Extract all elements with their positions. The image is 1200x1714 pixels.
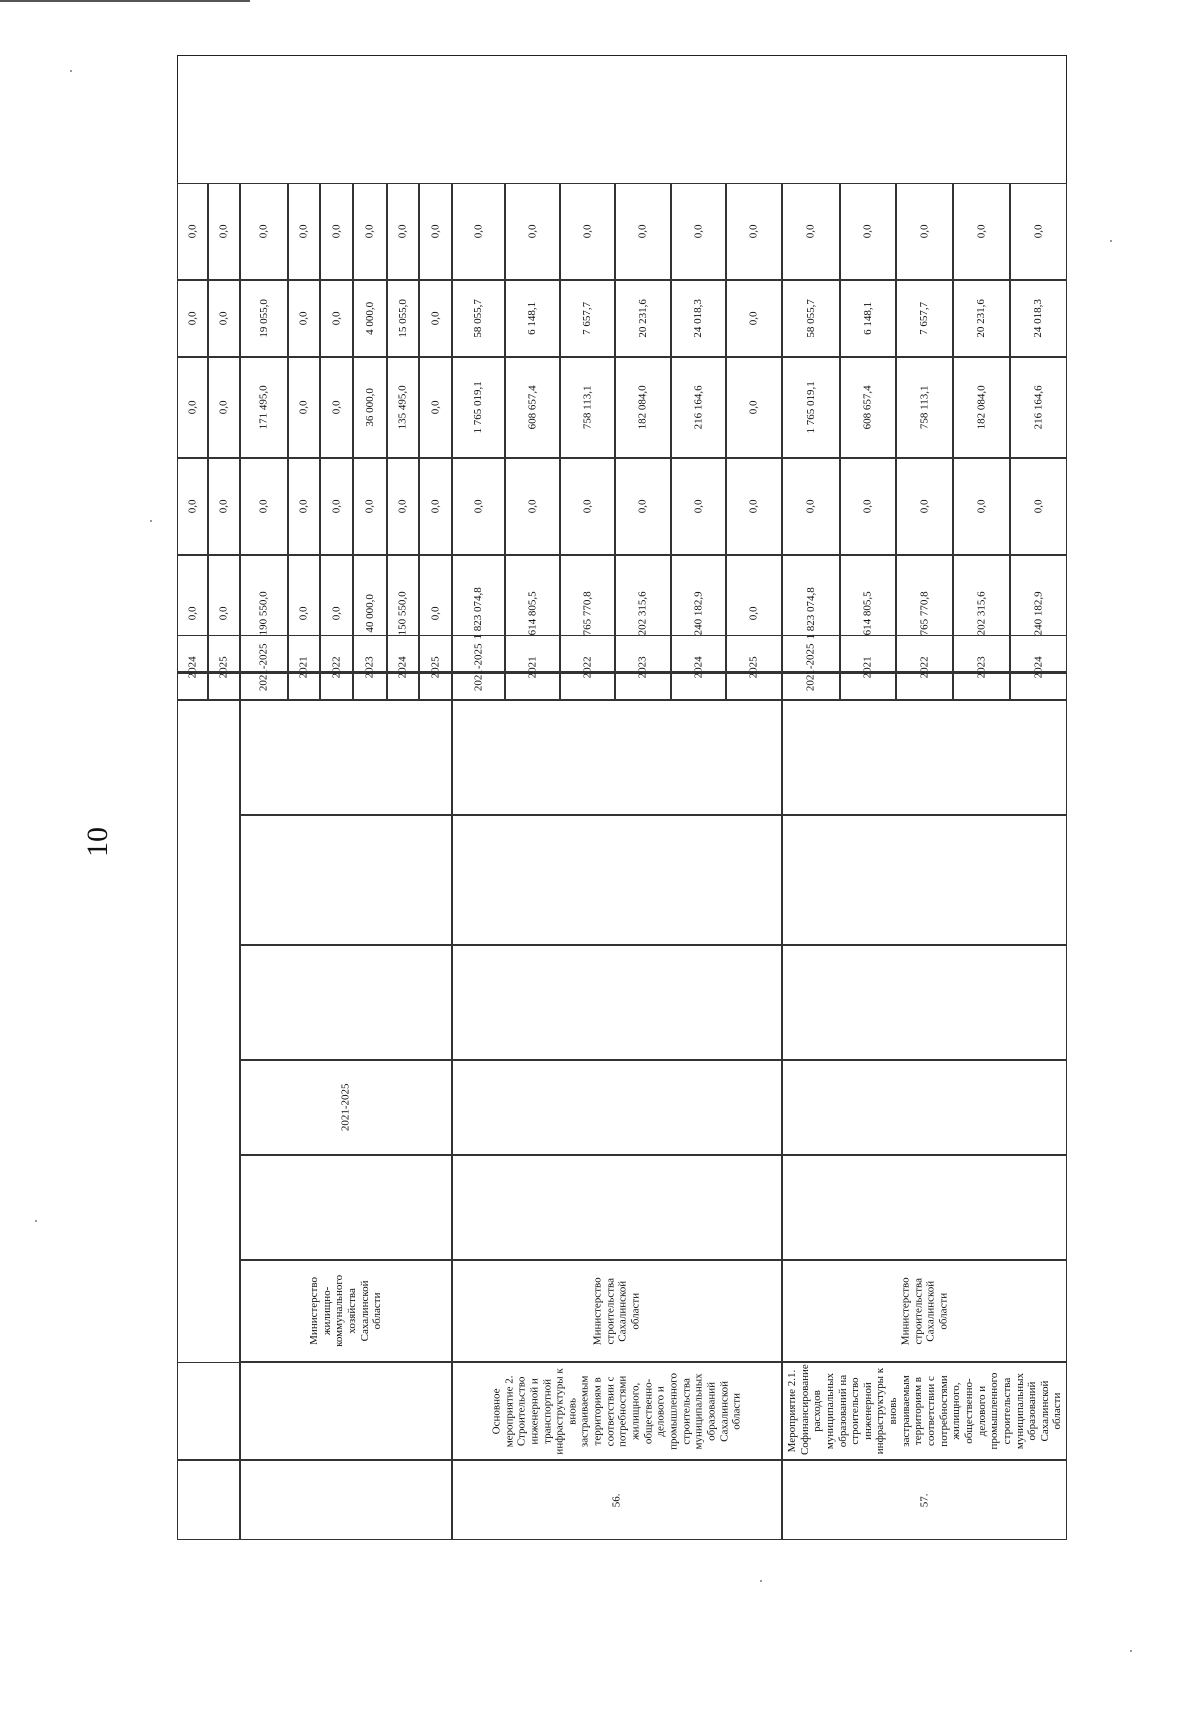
- value-cell: 0,0: [177, 555, 208, 672]
- empty-cell: [240, 815, 452, 945]
- value-cell: 0,0: [240, 458, 288, 555]
- value-cell: 36 000,0: [353, 357, 387, 458]
- value-cell: 182 084,0: [953, 357, 1010, 458]
- empty-cell: [452, 945, 782, 1060]
- scan-speck: [1130, 1650, 1132, 1652]
- empty-cell: [782, 945, 1067, 1060]
- top-rule: [0, 0, 250, 2]
- value-cell: 0,0: [320, 555, 353, 672]
- name-cell: [177, 1362, 452, 1460]
- value-cell: 0,0: [387, 183, 419, 280]
- year-cell: 2024: [387, 635, 419, 700]
- year-cell: 2021: [840, 635, 896, 700]
- value-cell: 19 055,0: [240, 280, 288, 357]
- scan-speck: [70, 70, 72, 72]
- value-cell: 0,0: [840, 183, 896, 280]
- value-cell: 0,0: [452, 458, 505, 555]
- value-cell: 7 657,7: [560, 280, 615, 357]
- value-cell: 0,0: [353, 458, 387, 555]
- value-cell: 0,0: [452, 183, 505, 280]
- value-cell: 0,0: [560, 183, 615, 280]
- year-cell: 2025: [208, 635, 240, 700]
- value-cell: 0,0: [615, 458, 671, 555]
- year-cell: 2025: [726, 635, 782, 700]
- value-cell: 0,0: [953, 183, 1010, 280]
- value-cell: 0,0: [208, 458, 240, 555]
- value-cell: 202 315,6: [615, 555, 671, 672]
- value-cell: 0,0: [615, 183, 671, 280]
- value-cell: 0,0: [177, 458, 208, 555]
- value-cell: 58 055,7: [452, 280, 505, 357]
- value-cell: 0,0: [726, 357, 782, 458]
- value-cell: 216 164,6: [1010, 357, 1067, 458]
- value-cell: 608 657,4: [505, 357, 560, 458]
- value-cell: 0,0: [726, 280, 782, 357]
- value-cell: 0,0: [419, 458, 452, 555]
- value-cell: 758 113,1: [896, 357, 953, 458]
- year-cell: 2021-2025: [240, 635, 288, 700]
- num-cell: 56.: [452, 1460, 782, 1540]
- value-cell: 0,0: [177, 280, 208, 357]
- value-cell: 20 231,6: [953, 280, 1010, 357]
- year-cell: 2024: [177, 635, 208, 700]
- value-cell: 171 495,0: [240, 357, 288, 458]
- value-cell: 135 495,0: [387, 357, 419, 458]
- value-cell: 0,0: [208, 555, 240, 672]
- page-number: 10: [81, 827, 114, 857]
- value-cell: 6 148,1: [505, 280, 560, 357]
- value-cell: 7 657,7: [896, 280, 953, 357]
- value-cell: 1 765 019,1: [452, 357, 505, 458]
- year-cell: 2023: [615, 635, 671, 700]
- value-cell: 1 823 074,8: [782, 555, 840, 672]
- value-cell: 0,0: [177, 183, 208, 280]
- empty-cell: [452, 815, 782, 945]
- value-cell: 0,0: [726, 183, 782, 280]
- scan-speck: [35, 1220, 37, 1222]
- year-cell: 2021: [288, 635, 320, 700]
- value-cell: 0,0: [288, 183, 320, 280]
- empty-cell: [240, 945, 452, 1060]
- name-cell: Мероприятие 2.1. Софинансирование расходов муниципальных образований на строительство инженерной инфраструктуры к вновь застраиваемым территориям в соответствии с потребностями жилищного, общественно-делового и промышленного строительства муниципальных образований Сахалинской области: [782, 1362, 1067, 1460]
- value-cell: 0,0: [419, 280, 452, 357]
- value-cell: 0,0: [288, 280, 320, 357]
- value-cell: 6 148,1: [840, 280, 896, 357]
- value-cell: 608 657,4: [840, 357, 896, 458]
- value-cell: 24 018,3: [1010, 280, 1067, 357]
- value-cell: 1 823 074,8: [452, 555, 505, 672]
- value-cell: 24 018,3: [671, 280, 726, 357]
- value-cell: 240 182,9: [671, 555, 726, 672]
- num-cell: [177, 1460, 452, 1540]
- value-cell: 0,0: [671, 183, 726, 280]
- year-cell: 2022: [560, 635, 615, 700]
- value-cell: 614 805,5: [505, 555, 560, 672]
- value-cell: 0,0: [840, 458, 896, 555]
- executor-cell: Министерство строительства Сахалинской области: [782, 1260, 1067, 1362]
- empty-cell: [240, 1155, 452, 1260]
- value-cell: 0,0: [240, 183, 288, 280]
- value-cell: 0,0: [896, 458, 953, 555]
- value-cell: 40 000,0: [353, 555, 387, 672]
- value-cell: 0,0: [320, 280, 353, 357]
- value-cell: 1 765 019,1: [782, 357, 840, 458]
- year-cell: 2023: [353, 635, 387, 700]
- value-cell: 0,0: [353, 183, 387, 280]
- value-cell: 0,0: [505, 183, 560, 280]
- year-cell: 2023: [953, 635, 1010, 700]
- value-cell: 0,0: [782, 183, 840, 280]
- value-cell: 0,0: [560, 458, 615, 555]
- value-cell: 0,0: [288, 357, 320, 458]
- empty-cell: [782, 1155, 1067, 1260]
- year-cell: 2022: [320, 635, 353, 700]
- period-cell: [452, 1060, 782, 1155]
- year-cell: 2024: [1010, 635, 1067, 700]
- value-cell: 0,0: [782, 458, 840, 555]
- value-cell: 240 182,9: [1010, 555, 1067, 672]
- empty-cell: [782, 815, 1067, 945]
- empty-cell: [452, 700, 782, 815]
- year-cell: 2021-2025: [782, 635, 840, 700]
- empty-cell: [452, 1155, 782, 1260]
- scan-speck: [1110, 240, 1112, 242]
- value-cell: 765 770,8: [896, 555, 953, 672]
- value-cell: 0,0: [320, 183, 353, 280]
- value-cell: 0,0: [419, 555, 452, 672]
- value-cell: 216 164,6: [671, 357, 726, 458]
- year-cell: 2022: [896, 635, 953, 700]
- value-cell: 0,0: [1010, 183, 1067, 280]
- value-cell: 20 231,6: [615, 280, 671, 357]
- scan-speck: [150, 520, 152, 522]
- value-cell: 0,0: [419, 183, 452, 280]
- year-cell: 2024: [671, 635, 726, 700]
- value-cell: 182 084,0: [615, 357, 671, 458]
- value-cell: 0,0: [320, 458, 353, 555]
- value-cell: 0,0: [208, 183, 240, 280]
- value-cell: 0,0: [387, 458, 419, 555]
- value-cell: 0,0: [177, 357, 208, 458]
- value-cell: 765 770,8: [560, 555, 615, 672]
- empty-cell: [782, 700, 1067, 815]
- value-cell: 0,0: [726, 458, 782, 555]
- value-cell: 758 113,1: [560, 357, 615, 458]
- executor-cell: Министерство строительства Сахалинской области: [452, 1260, 782, 1362]
- value-cell: 0,0: [320, 357, 353, 458]
- year-cell: 2021: [505, 635, 560, 700]
- value-cell: 4 000,0: [353, 280, 387, 357]
- value-cell: 0,0: [288, 555, 320, 672]
- year-cell: 2021-2025: [452, 635, 505, 700]
- value-cell: 0,0: [896, 183, 953, 280]
- value-cell: 0,0: [288, 458, 320, 555]
- value-cell: 0,0: [419, 357, 452, 458]
- value-cell: 0,0: [726, 555, 782, 672]
- period-cell: 2021-2025: [240, 1060, 452, 1155]
- value-cell: 0,0: [208, 357, 240, 458]
- value-cell: 0,0: [505, 458, 560, 555]
- value-cell: 202 315,6: [953, 555, 1010, 672]
- num-cell: 57.: [782, 1460, 1067, 1540]
- scan-speck: [760, 1580, 762, 1582]
- value-cell: 0,0: [1010, 458, 1067, 555]
- name-cell: Основное мероприятие 2. Строительство инженерной и транспортной инфраструктуры к вновь застраиваемым территориям в соответствии с потребностями жилищного, общественно-делового и промышленного строительства муниципальных образований Сахалинской области: [452, 1362, 782, 1460]
- value-cell: 614 805,5: [840, 555, 896, 672]
- year-cell: 2025: [419, 635, 452, 700]
- value-cell: 150 550,0: [387, 555, 419, 672]
- executor-cell: Министерство жилищно-коммунального хозяйства Сахалинской области: [240, 1260, 452, 1362]
- period-cell: [782, 1060, 1067, 1155]
- value-cell: 0,0: [208, 280, 240, 357]
- value-cell: 0,0: [953, 458, 1010, 555]
- value-cell: 15 055,0: [387, 280, 419, 357]
- value-cell: 58 055,7: [782, 280, 840, 357]
- value-cell: 0,0: [671, 458, 726, 555]
- empty-cell: [240, 700, 452, 815]
- value-cell: 190 550,0: [240, 555, 288, 672]
